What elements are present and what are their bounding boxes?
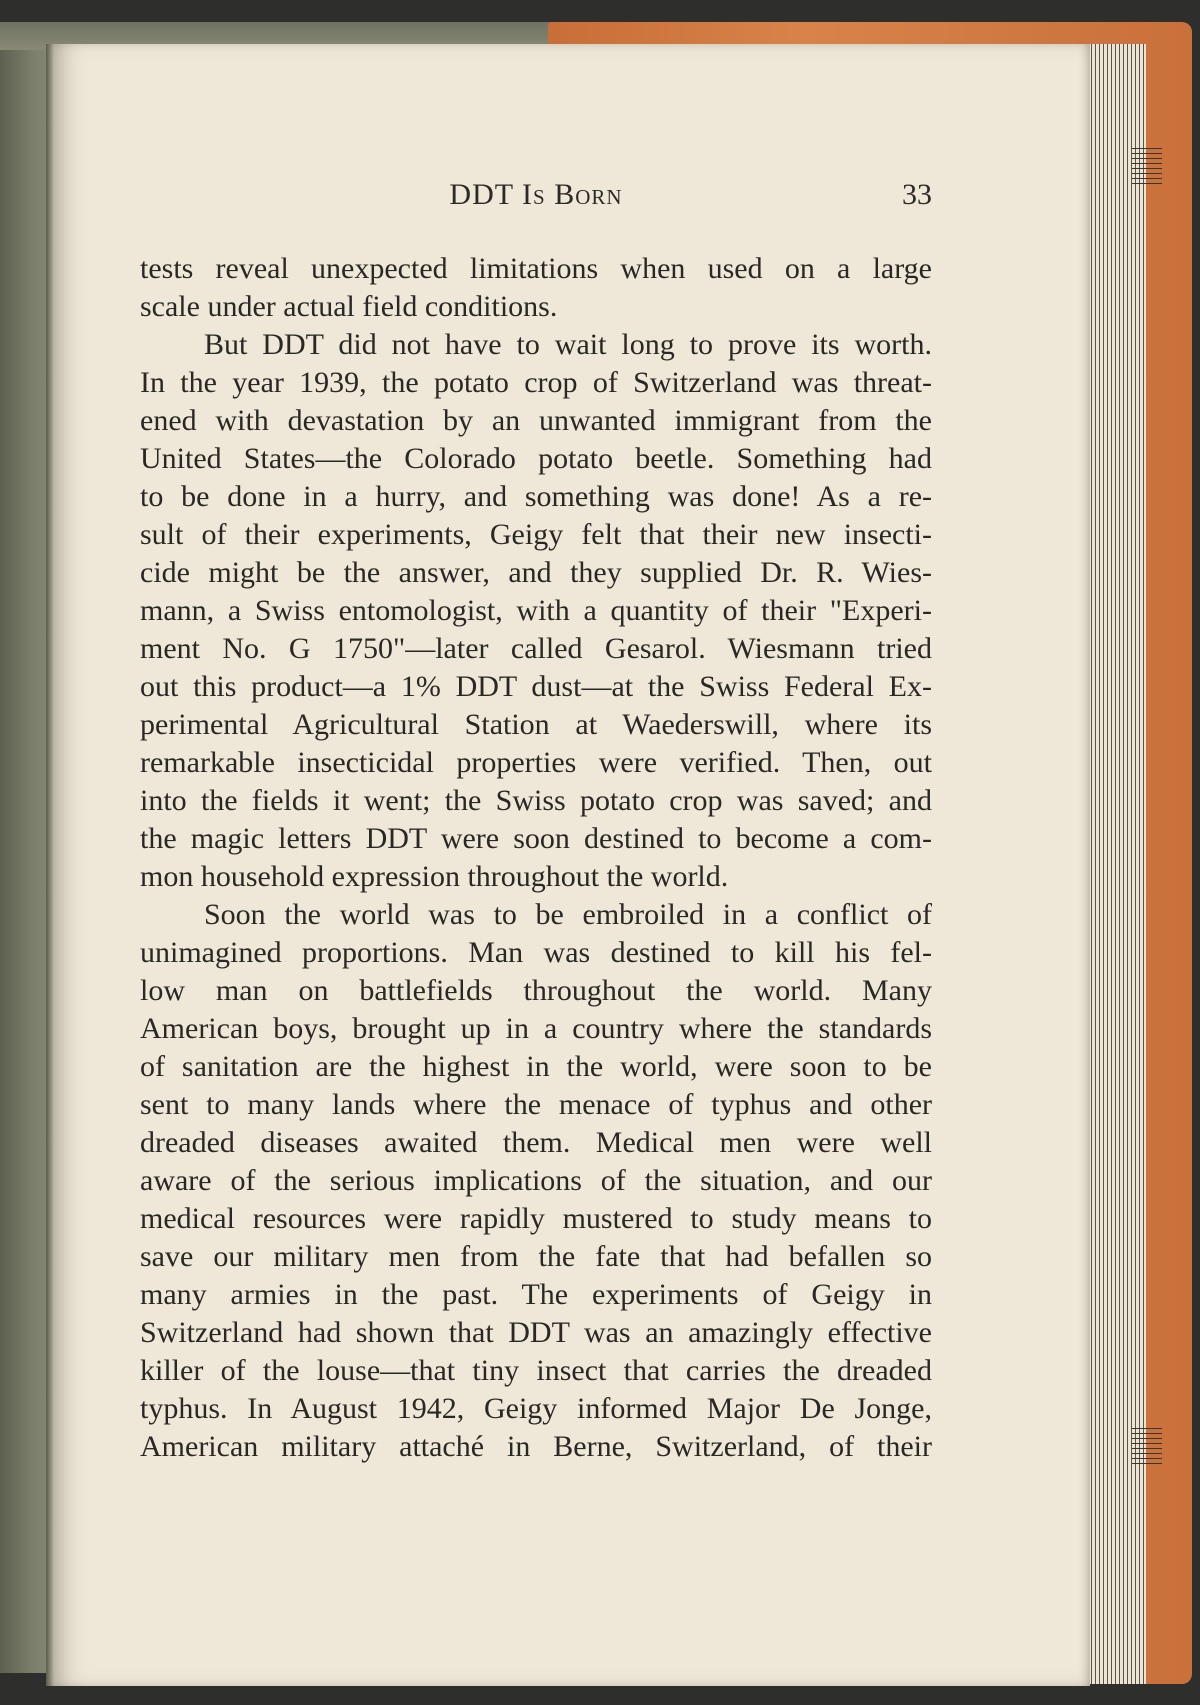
text-line: to be done in a hurry, and something was done! As a re- xyxy=(140,480,932,513)
text-line: of sanitation are the highest in the world, were soon to be xyxy=(140,1050,932,1083)
text-line: sult of their experiments, Geigy felt that their new insecti- xyxy=(140,518,932,551)
text-line: cide might be the answer, and they supplied Dr. R. Wies- xyxy=(140,556,932,589)
text-line: scale under actual field conditions. xyxy=(140,290,558,323)
text-line: United States—the Colorado potato beetle. Something had xyxy=(140,442,932,475)
page-edge-mark xyxy=(1132,148,1162,184)
text-line: aware of the serious implications of the situation, and our xyxy=(140,1164,932,1197)
text-line: But DDT did not have to wait long to prove its worth. xyxy=(204,328,932,361)
text-line: the magic letters DDT were soon destined to become a com- xyxy=(140,822,932,855)
page-number: 33 xyxy=(902,178,932,211)
text-line: Soon the world was to be embroiled in a conflict of xyxy=(204,898,932,931)
text-line: low man on battlefields throughout the world. Many xyxy=(140,974,932,1007)
text-line: mann, a Swiss entomologist, with a quantity of their "Experi- xyxy=(140,594,932,627)
text-line: killer of the louse—that tiny insect that carries the dreaded xyxy=(140,1354,932,1387)
text-line: into the fields it went; the Swiss potato crop was saved; and xyxy=(140,784,932,817)
body-text xyxy=(140,250,932,1466)
text-line: mon household expression throughout the world. xyxy=(140,860,729,893)
text-line: typhus. In August 1942, Geigy informed Major De Jonge, xyxy=(140,1392,932,1425)
text-line: dreaded diseases awaited them. Medical men were well xyxy=(140,1126,932,1159)
text-line: tests reveal unexpected limitations when used on a large xyxy=(140,252,932,285)
chapter-title: DDT Is Born xyxy=(449,178,623,211)
text-line: ment No. G 1750"—later called Gesarol. Wiesmann tried xyxy=(140,632,932,665)
text-line: medical resources were rapidly mustered to study means to xyxy=(140,1202,932,1235)
text-line: ened with devastation by an unwanted immigrant from the xyxy=(140,404,932,437)
text-line: many armies in the past. The experiments of Geigy in xyxy=(140,1278,932,1311)
text-line: unimagined proportions. Man was destined to kill his fel- xyxy=(140,936,932,969)
text-line: save our military men from the fate that had befallen so xyxy=(140,1240,932,1273)
text-line: sent to many lands where the menace of typhus and other xyxy=(140,1088,932,1121)
text-line: American military attaché in Berne, Switzerland, of their xyxy=(140,1430,932,1463)
text-line: Switzerland had shown that DDT was an amazingly effective xyxy=(140,1316,932,1349)
text-line: In the year 1939, the potato crop of Switzerland was threat- xyxy=(140,366,932,399)
page-edge-mark xyxy=(1132,1428,1162,1464)
running-head xyxy=(140,178,932,218)
text-line: remarkable insecticidal properties were verified. Then, out xyxy=(140,746,932,779)
text-line: out this product—a 1% DDT dust—at the Swiss Federal Ex- xyxy=(140,670,932,703)
text-line: perimental Agricultural Station at Waederswill, where its xyxy=(140,708,932,741)
page-gutter xyxy=(46,44,54,1686)
text-line: American boys, brought up in a country where the standards xyxy=(140,1012,932,1045)
